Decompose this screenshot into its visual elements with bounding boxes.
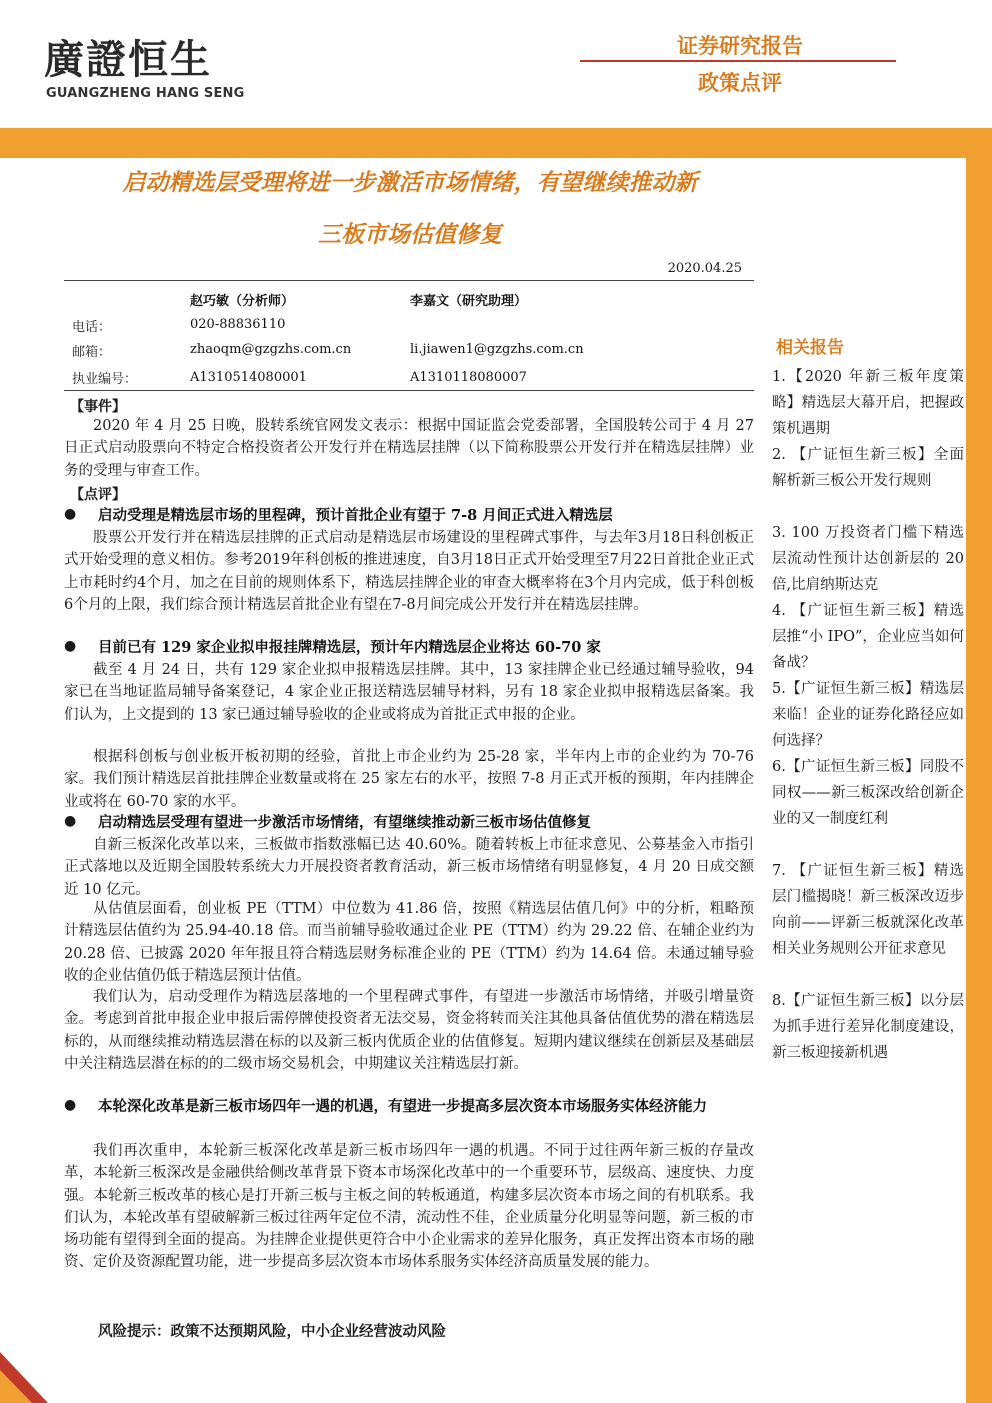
point-3-heading: 启动精选层受理有望进一步激活市场情绪，有望继续推动新三板市场估值修复 (98, 814, 591, 831)
analyst-license: A1310514080001 (190, 370, 307, 385)
bullet-icon: ● (64, 813, 77, 829)
company-logo-text: 廣證恒生 (44, 37, 212, 83)
report-date: 2020.04.25 (667, 261, 742, 276)
point-4-paragraph: 我们再次重申，本轮新三板深化改革是新三板市场四年一遇的机遇。不同于过往两年新三板的存量改革，本轮新三板深改是金融供给侧改革背景下资本市场深化改革中的一个重要环节，层级高、速度快、力度强。本轮新三板改革的核心是打开新三板与主板之间的转板通道，构建多层次资本市场之间的有机联系。我们认为，本轮改革有望破解新三板过往两年定位不清，流动性不佳，企业质量分化明显等问题，新三板的市场功能有望得到全面的提高。为挂牌企业提供更符合中小企业需求的差异化服务，真正发挥出资本市场的融资、定价及资源配置功能，进一步提高多层次资本市场体系服务实体经济高质量发展的能力。 (64, 1143, 754, 1271)
right-orange-bar (966, 128, 992, 1403)
report-type: 证券研究报告 (677, 34, 803, 58)
assistant-email[interactable]: li.jiawen1@gzgzhs.com.cn (410, 342, 584, 357)
info-divider-top (64, 280, 754, 281)
related-report-item[interactable]: 7. 【广证恒生新三板】精选层门槛揭晓！新三板深改迈步向前——评新三板就深化改革相关业务规则公开征求意见 (772, 863, 964, 957)
bullet-icon: ● (64, 638, 77, 654)
related-report-item[interactable]: 2. 【广证恒生新三板】全面解析新三板公开发行规则 (772, 447, 964, 489)
point-3-paragraph: 自新三板深化改革以来，三板做市指数涨幅已达 40.60%。随着转板上市征求意见、公募基金入市指引正式落地以及近期全国股转系统大力开展投资者教育活动，新三板市场情绪有明显修复，4 月 20 日成交额近 10 亿元。 (64, 837, 754, 898)
related-report-item[interactable]: 5.【广证恒生新三板】精选层来临！企业的证券化路径应如何选择？ (772, 681, 964, 749)
related-reports-title: 相关报告 (776, 338, 844, 358)
header-divider (580, 60, 896, 62)
company-logo-english: GUANGZHENG HANG SENG (46, 86, 245, 101)
event-heading: 【事件】 (70, 399, 126, 415)
point-4-heading: 本轮深化改革是新三板市场四年一遇的机遇，有望进一步提高多层次资本市场服务实体经济能力 (98, 1098, 707, 1115)
point-1-heading: 启动受理是精选层市场的里程碑，预计首批企业有望于 7-8 月间正式进入精选层 (98, 507, 613, 524)
bullet-icon: ● (64, 506, 77, 522)
point-2-heading: 目前已有 129 家企业拟申报挂牌精选层，预计年内精选层企业将达 60-70 家 (98, 639, 601, 656)
corner-decoration (0, 1352, 48, 1403)
event-paragraph: 2020 年 4 月 25 日晚，股转系统官网发文表示：根据中国证监会党委部署，全国股转公司于 4 月 27 日正式启动股票向不特定合格投资者公开发行并在精选层挂牌（以下简称股票公开发行并在精选层挂牌）业务的受理与审查工作。 (64, 418, 754, 479)
report-title-line1: 启动精选层受理将进一步激活市场情绪，有望继续推动新 (122, 170, 698, 196)
analyst-email[interactable]: zhaoqm@gzgzhs.com.cn (190, 342, 352, 357)
analyst-name: 赵巧敏（分析师） (190, 294, 295, 309)
point-2-paragraph-2: 根据科创板与创业板开板初期的经验，首批上市企业约为 25-28 家，半年内上市的企业约为 70-76 家。我们预计精选层首批挂牌企业数量或将在 25 家左右的水平，按照 7-8 月正式开板的预期，年内挂牌企业或将在 60-70 家的水平。 (64, 749, 754, 810)
related-report-item[interactable]: 4. 【广证恒生新三板】精选层推“小 IPO”，企业应当如何备战？ (772, 603, 964, 671)
point-1-paragraph: 股票公开发行并在精选层挂牌的正式启动是精选层市场建设的里程碑式事件，与去年3月18日科创板正式开始受理的意义相仿。参考2019年科创板的推进速度，自3月18日正式开始受理至7月22日首批企业正式上市耗时约4个月，加之在目前的规则体系下，精选层挂牌企业的审查大概率将在3个月内完成，低于科创板6个月的上限，我们综合预计精选层首批企业有望在7-8月间完成公开发行并在精选层挂牌。 (64, 530, 754, 613)
assistant-name: 李嘉文（研究助理） (410, 294, 528, 309)
related-report-item[interactable]: 1.【2020 年新三板年度策略】精选层大幕开启，把握政策机遇期 (772, 369, 964, 437)
email-label: 邮箱： (72, 345, 112, 360)
info-divider-bottom (64, 390, 754, 391)
report-title-line2: 三板市场估值修复 (318, 222, 502, 248)
related-report-item[interactable]: 6.【广证恒生新三板】同股不同权——新三板深改给创新企业的又一制度红利 (772, 759, 964, 827)
related-report-item[interactable]: 3. 100 万投资者门槛下精选层流动性预计达创新层的 20 倍,比肩纳斯达克 (772, 525, 964, 593)
top-orange-band (0, 128, 992, 158)
assistant-license: A1310118080007 (410, 370, 527, 385)
analyst-phone: 020-88836110 (190, 317, 286, 332)
comment-heading: 【点评】 (70, 487, 126, 503)
phone-label: 电话： (72, 320, 112, 335)
related-report-item[interactable]: 8.【广证恒生新三板】以分层为抓手进行差异化制度建设，新三板迎接新机遇 (772, 993, 964, 1061)
point-3-paragraph-3: 我们认为，启动受理作为精选层落地的一个里程碑式事件，有望进一步激活市场情绪，并吸引增量资金。考虑到首批申报企业申报后需停牌使投资者无法交易，资金将转而关注其他具备估值优势的潜在精选层标的，从而继续推动精选层潜在标的以及新三板内优质企业的估值修复。短期内建议继续在创新层及基础层中关注精选层潜在标的的二级市场交易机会，中期建议关注精选层打新。 (64, 989, 754, 1072)
license-label: 执业编号： (72, 372, 138, 387)
point-2-paragraph: 截至 4 月 24 日，共有 129 家企业拟申报精选层挂牌。其中，13 家挂牌企业已经通过辅导验收，94 家已在当地证监局辅导备案登记，4 家企业正报送精选层辅导材料，另有 18 家企业拟申报精选层备案。我们认为，上文提到的 13 家已通过辅导验收的企业或将成为首批正式申报的企业。 (64, 662, 754, 723)
point-3-paragraph-2: 从估值层面看，创业板 PE（TTM）中位数为 41.86 倍，按照《精选层估值几何》中的分析，粗略预计精选层估值约为 25.94-40.18 倍。而当前辅导验收通过企业 PE（TTM）约为 29.22 倍、在辅企业约为 20.28 倍、已披露 2020 年年报且符合精选层财务标准企业的 PE（TTM）约为 14.64 倍。未通过辅导验收的企业估值仍低于精选层预计估值。 (64, 901, 754, 984)
risk-warning: 风险提示：政策不达预期风险，中小企业经营波动风险 (98, 1323, 446, 1340)
report-subtype: 政策点评 (698, 71, 782, 95)
bullet-icon: ● (64, 1097, 77, 1113)
